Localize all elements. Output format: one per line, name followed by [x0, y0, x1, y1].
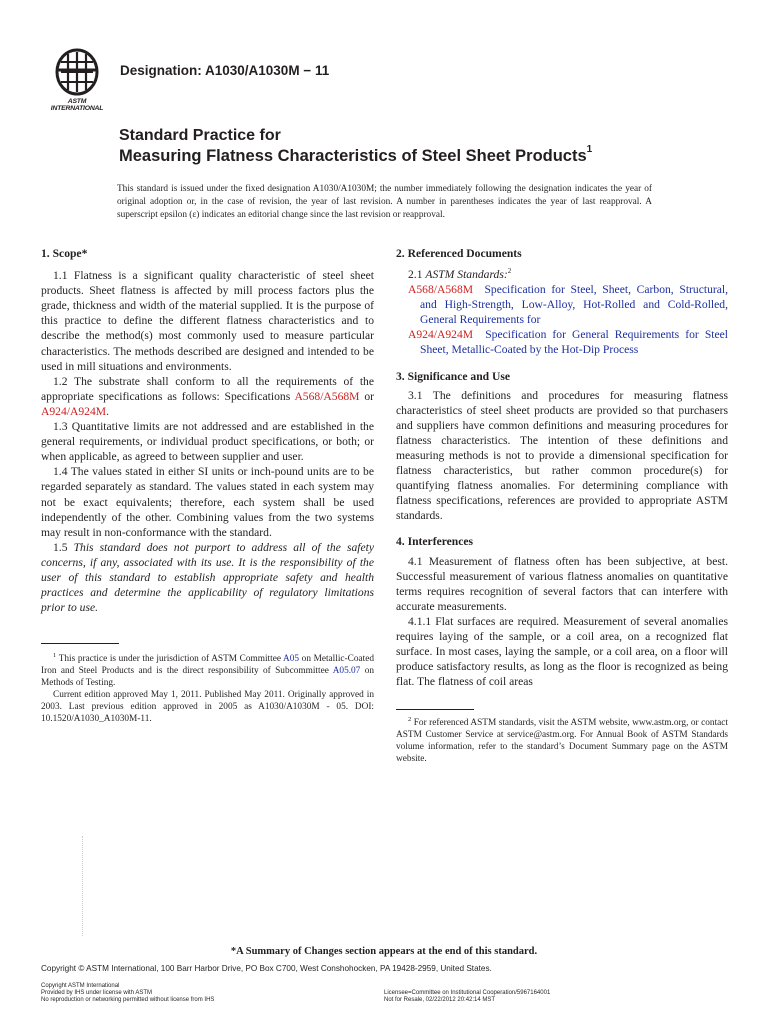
left-column — [41, 246, 374, 725]
logo-wordmark: ASTM INTERNATIONAL — [50, 98, 104, 112]
right-column — [396, 246, 728, 765]
license-right-line: Licensee=Committee on Institutional Cooperation/5967164001 — [384, 990, 551, 996]
copyright-line: Copyright © ASTM International, 100 Barr Harbor Drive, PO Box C700, West Conshohocken, PA 19428-2959, United States. — [41, 964, 492, 973]
link-a05[interactable]: A05 — [283, 654, 300, 665]
references-heading: 2. Referenced Documents — [396, 247, 522, 260]
link-a924[interactable]: A924/A924M — [41, 404, 107, 418]
references-sub-num: 2.1 — [408, 267, 426, 281]
title-line-2 — [119, 144, 593, 166]
scope-1-5-num: 1.5 — [53, 540, 74, 554]
scope-1-2-end: . — [106, 404, 109, 418]
title-footnote-mark: 1 — [586, 144, 593, 155]
scope-1-2-or: or — [359, 389, 374, 403]
scope-heading: 1. Scope* — [41, 247, 88, 260]
footnote-2 — [396, 714, 728, 765]
footnote-1-mid: on Metallic-Coated Iron and Steel Products and is the direct responsibility of Subcommittee — [41, 654, 374, 677]
reference-a924-code[interactable]: A924/A924M — [408, 328, 474, 342]
footnote-1 — [41, 650, 374, 689]
scope-1-5 — [41, 540, 374, 615]
scope-1-4: 1.4 The values stated in either SI units or inch-pound units are to be regarded separately as standard. The values stated in each system may not be exact equivalents; therefore, each system shall be used independently of the other. Combining values from the two systems may result in non-conformance with the standard. — [41, 465, 374, 539]
significance-3-1: 3.1 The definitions and procedures for measuring flatness characteristics of steel sheet products are provided so that purchasers and suppliers have common definitions and measuring procedures for flatness characteristics. The intention of these definitions and measuring methods is not to provide a dimensional specification for flatness characteristics, but rather common procedure(s) for quantifying flatness anomalies. For determining compliance with flatness specifications, references are provided to appropriate ASTM standards. — [396, 388, 728, 523]
interferences-4-1-1: 4.1.1 Flat surfaces are required. Measurement of several anomalies requires laying of the sample, or a coil area, on a recognized flat surface. In most cases, laying the sample, or a coil area, on a floor will produce satisfactory results, as long as the floor is recognized as being flat. The flatness of coil areas — [396, 614, 728, 689]
license-left-line: Copyright ASTM International — [41, 983, 120, 989]
footnote-1-mark: 1 — [53, 652, 57, 660]
scope-1-1: 1.1 Flatness is a significant quality characteristic of steel sheet products. Sheet flatness is affected by mill process factors plus the grade, thickness and width of the material supplied. It is the purpose of this practice to define the different flatness characteristics and to describe the method(s) most commonly used to measure particular characteristics. The methods described are designed and intended to be used in mill situations and environments. — [41, 269, 374, 373]
reference-a924-title[interactable]: Specification for General Requirements for Steel Sheet, Metallic-Coated by the Hot-Dip Process — [420, 328, 729, 357]
reference-a568[interactable] — [396, 282, 728, 327]
references-sub-label: ASTM Standards: — [425, 267, 508, 281]
astm-logo — [44, 48, 110, 112]
title-text: Measuring Flatness Characteristics of Steel Sheet Products — [119, 147, 587, 165]
license-right-line: Not for Resale, 02/22/2012 20:42:14 MST — [384, 997, 496, 1003]
footnote-2-mark: 2 — [408, 716, 412, 724]
margin-mark — [82, 836, 85, 936]
license-left-line: Provided by IHS under license with ASTM — [41, 990, 153, 996]
license-left-line: No reproduction or networking permitted without license from IHS — [41, 997, 215, 1003]
interferences-heading: 4. Interferences — [396, 535, 474, 549]
title-line-1: Standard Practice for — [119, 127, 281, 144]
designation: Designation: A1030/A1030M − 11 — [120, 63, 330, 78]
scope-1-2-text: 1.2 The substrate shall conform to all the requirements of the appropriate specifications as follows: Specifications — [41, 374, 374, 403]
footnote-1-approval: Current edition approved May 1, 2011. Published May 2011. Originally approved in 2003. Last previous edition approved in 2005 as A1030/A1030M - 05. DOI: 10.1520/A1030_A1030M-11. — [41, 690, 374, 725]
scope-1-3: 1.3 Quantitative limits are not addressed and are established in the general requirements, or individual product specifications, or both; or when applicable, as agreed to between supplier and user. — [41, 420, 374, 464]
license-left — [41, 983, 214, 1004]
reference-a924[interactable] — [396, 327, 728, 357]
intro-paragraph: This standard is issued under the fixed designation A1030/A1030M; the number immediately following the designation indicates the year of original adoption or, in the case of revision, the year of last revision. A number in parentheses indicates the year of last reapproval. A superscript epsilon (ε) indicates an editorial change since the last revision or reapproval. — [117, 184, 652, 220]
link-a05-07[interactable]: A05.07 — [332, 666, 361, 677]
references-subheading — [396, 264, 728, 282]
reference-a568-title[interactable]: Specification for Steel, Sheet, Carbon, Structural, and High-Strength, Low-Alloy, Hot-Rolled and Cold-Rolled, General Requirements for — [420, 283, 728, 327]
interferences-4-1: 4.1 Measurement of flatness often has been subjective, at best. Successful measurement of various flatness anomalies on quantitative terms requires recognition of several factors that can interfere with accurate measurements. — [396, 554, 728, 613]
scope-1-5-text: This standard does not purport to address all of the safety concerns, if any, associated with its use. It is the responsibility of the user of this standard to establish appropriate safety and health practices and determine the applicability of regulatory limitations prior to use. — [41, 540, 374, 615]
link-a568[interactable]: A568/A568M — [294, 389, 360, 403]
footnote-1-end: on Methods of Testing. — [41, 666, 374, 689]
summary-note: *A Summary of Changes section appears at the end of this standard. — [230, 946, 538, 957]
footnote-1-text: This practice is under the jurisdiction of ASTM Committee — [56, 654, 284, 665]
significance-heading: 3. Significance and Use — [396, 369, 511, 383]
reference-a568-code[interactable]: A568/A568M — [408, 283, 474, 297]
scope-1-2 — [41, 374, 374, 419]
footnote-2-text: For referenced ASTM standards, visit the ASTM website, www.astm.org, or contact ASTM Customer Service at service@astm.org. For Annual Book of ASTM Standards volume information, refer to the standard’s Document Summary page on the ASTM website. — [396, 718, 728, 765]
license-right — [384, 990, 550, 1004]
references-sub-mark: 2 — [507, 267, 512, 276]
